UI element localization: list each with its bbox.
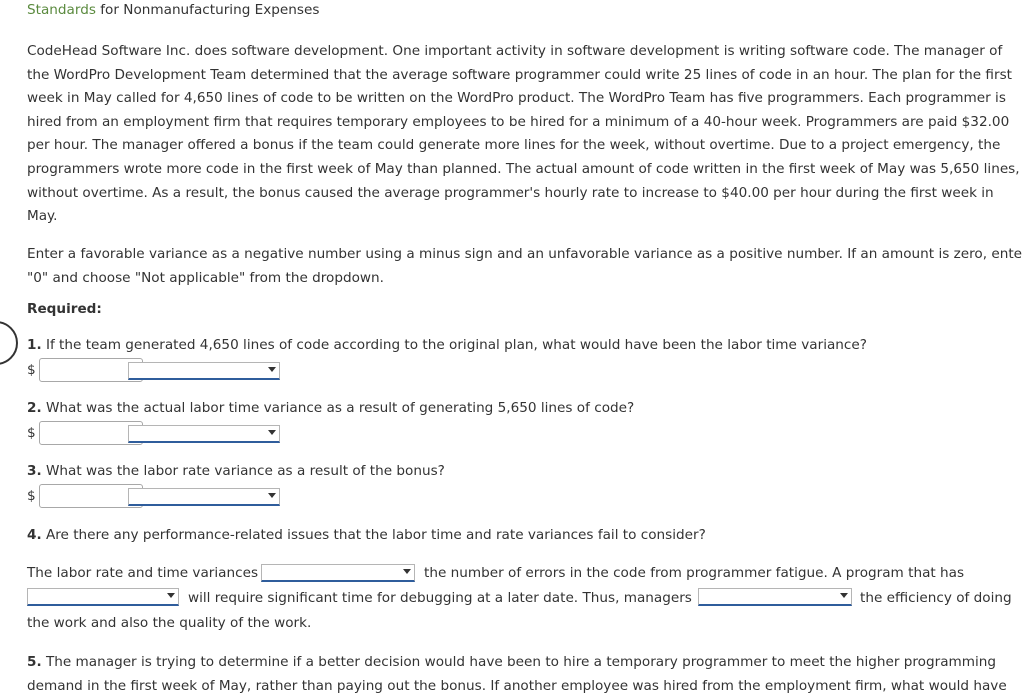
q4-dropdown-2[interactable] (27, 588, 179, 606)
question-3-text: What was the labor rate variance as a result of the bonus? (41, 463, 445, 479)
q4-text-part4: the efficiency of doing (860, 590, 1012, 606)
q2-variance-dropdown[interactable] (128, 425, 280, 443)
page-title (27, 4, 319, 18)
q4-dropdown-3[interactable] (698, 588, 852, 606)
q4-text-part2: the number of errors in the code from programmer fatigue. A program that has (424, 565, 965, 581)
question-5-text: The manager is trying to determine if a better decision would have been to hire a temporary programmer to meet the higher programming demand in the first week of May, rather than paying out the bonus. If another employee was hired from the employment firm, what would have (27, 654, 1007, 694)
title-rest: for Nonmanufacturing Expenses (95, 2, 320, 18)
chevron-down-icon (268, 430, 276, 435)
chevron-down-icon (840, 593, 848, 598)
required-heading: Required: (27, 301, 102, 317)
q4-text-part5: the work and also the quality of the work. (27, 615, 312, 631)
question-2-number: 2. (27, 400, 42, 416)
chevron-down-icon (403, 569, 411, 574)
dollar-sign: $ (27, 488, 36, 504)
question-3-number: 3. (27, 463, 42, 479)
instructions-paragraph: Enter a favorable variance as a negative number using a minus sign and an unfavorable variance as a positive number. If an amount is zero, ente "0" and choose "Not applicable" from the dropdown. (27, 246, 1023, 286)
dollar-sign: $ (27, 425, 36, 441)
question-1 (27, 339, 867, 353)
chevron-down-icon (167, 593, 175, 598)
focus-circle-indicator (0, 321, 18, 365)
question-1-text: If the team generated 4,650 lines of code according to the original plan, what would have been the labor time variance? (41, 337, 867, 353)
q3-variance-dropdown[interactable] (128, 488, 280, 506)
chevron-down-icon (268, 367, 276, 372)
question-1-number: 1. (27, 337, 42, 353)
question-4-text: Are there any performance-related issues that the labor time and rate variances fail to consider? (41, 527, 706, 543)
q4-text-part1: The labor rate and time variances (27, 565, 259, 581)
question-4-number: 4. (27, 527, 42, 543)
q1-variance-dropdown[interactable] (128, 362, 280, 380)
dollar-sign: $ (27, 362, 36, 378)
scenario-paragraph: CodeHead Software Inc. does software development. One important activity in software development is writing software code. The manager of the WordPro Development Team determined that the average software programmer could write 25 lines of code in an hour. The plan for the first week in May called for 4,650 lines of code to be written on the WordPro product. The WordPro Team has five programmers. Each programmer is hired from an employment firm that requires temporary employees to be hired for a minimum of a 40-hour week. Programmers are paid $32.00 per hour. The manager offered a bonus if the team could generate more lines for the week, without overtime. Due to a project emergency, the programmers wrote more code in the first week of May than planned. The actual amount of code written in the first week of May was 5,650 lines, without overtime. As a result, the bonus caused the average programmer's hourly rate to increase to $40.00 per hour during the first week in May. (27, 43, 1020, 225)
question-5-number: 5. (27, 654, 42, 670)
standards-link[interactable]: Standards (27, 2, 96, 18)
question-2-text: What was the actual labor time variance as a result of generating 5,650 lines of code? (41, 400, 635, 416)
chevron-down-icon (268, 493, 276, 498)
question-2 (27, 402, 634, 416)
q4-dropdown-1[interactable] (261, 564, 415, 582)
question-3 (27, 465, 445, 479)
q4-text-part3: will require significant time for debugging at a later date. Thus, managers (188, 590, 692, 606)
question-4 (27, 529, 706, 543)
